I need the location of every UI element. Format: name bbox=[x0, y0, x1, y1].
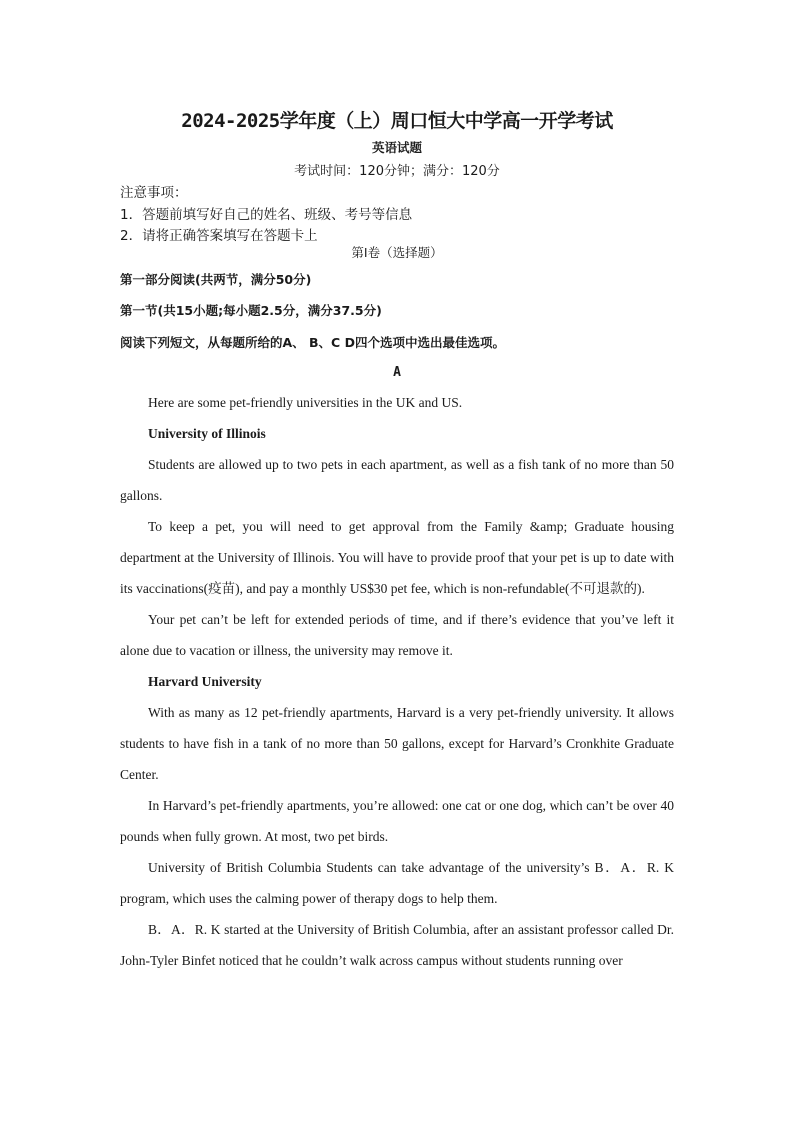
notice-heading: 注意事项： bbox=[120, 185, 188, 201]
paragraph: University of British Columbia Students can take advantage of the university’s B．A．R. K program, which uses the calming power of therapy dogs to help them. bbox=[120, 860, 674, 906]
paragraph: Students are allowed up to two pets in each apartment, as well as a fish tank of no more than 50 gallons. bbox=[120, 457, 674, 503]
passage-body bbox=[120, 387, 674, 976]
paragraph-intro: Here are some pet-friendly universities in the UK and US. bbox=[148, 395, 463, 410]
paragraph: In Harvard’s pet-friendly apartments, you’re allowed: one cat or one dog, which can’t be over 40 pounds when fully grown. At most, two pet birds. bbox=[120, 798, 674, 844]
passage-letter: A bbox=[393, 365, 401, 380]
paragraph-heading-harvard: Harvard University bbox=[148, 674, 262, 689]
exam-title: 2024-2025学年度（上）周口恒大中学高一开学考试 bbox=[181, 110, 613, 132]
section-heading: 第一节(共15小题;每小题2.5分，满分37.5分) bbox=[120, 303, 382, 318]
notice-item-1: 1．答题前填写好自己的姓名、班级、考号等信息 bbox=[120, 207, 413, 223]
paragraph: To keep a pet, you will need to get approval from the Family &amp; Graduate housing department at the University of Illinois. You will have to provide proof that your pet is up to date with its vaccinations(疫苗), and pay a monthly US$30 pet fee, which is non-refundable(不可退款的). bbox=[120, 519, 674, 596]
exam-info: 考试时间：120分钟；满分：120分 bbox=[294, 164, 500, 179]
instruction: 阅读下列短文，从每题所给的A、 B、C D四个选项中选出最佳选项。 bbox=[120, 335, 505, 350]
volume-label: 第I卷（选择题） bbox=[351, 245, 443, 260]
paragraph: With as many as 12 pet-friendly apartments, Harvard is a very pet-friendly university. It allows students to have fish in a tank of no more than 50 gallons, except for Harvard’s Cronkhite Graduate Center. bbox=[120, 705, 674, 782]
part-heading: 第一部分阅读(共两节，满分50分) bbox=[120, 272, 312, 287]
exam-subject: 英语试题 bbox=[371, 140, 422, 155]
paragraph-heading-illinois: University of Illinois bbox=[148, 426, 266, 441]
notice-item-2: 2．请将正确答案填写在答题卡上 bbox=[120, 228, 318, 244]
paragraph: B．A．R. K started at the University of British Columbia, after an assistant professor called Dr. John-Tyler Binfet noticed that he couldn’t walk across campus without students running over bbox=[120, 922, 674, 968]
paragraph: Your pet can’t be left for extended periods of time, and if there’s evidence that you’ve left it alone due to vacation or illness, the university may remove it. bbox=[120, 612, 674, 658]
